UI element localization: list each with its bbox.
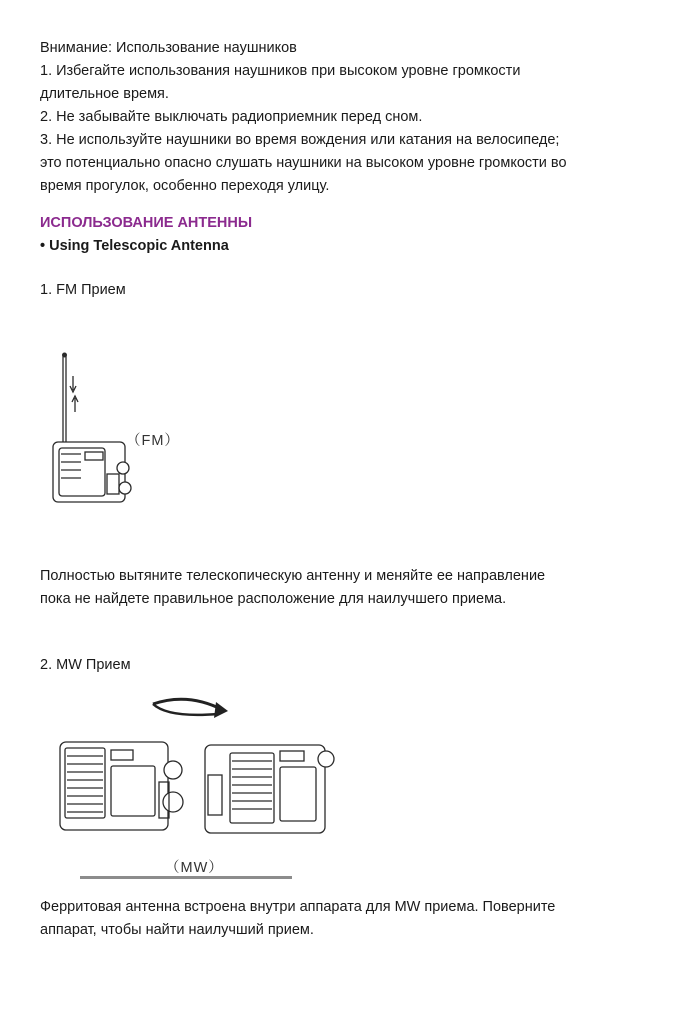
mw-rotation-arrow (148, 696, 234, 726)
fm-desc-line: пока не найдете правильное расположение для наилучшего приема. (40, 591, 507, 607)
mw-figure-label: （MW） (165, 860, 224, 876)
mw-radio-illustration-left (55, 732, 185, 837)
mw-description (40, 896, 555, 942)
mw-divider-rule (80, 876, 292, 879)
warning-item-3-cont: это потенциально опасно слушать наушники на высоком уровне громкости во (40, 155, 567, 171)
fm-title: 1. FM Прием (40, 282, 126, 298)
warning-title: Внимание: Использование наушников (40, 40, 297, 56)
mw-desc-line: Ферритовая антенна встроена внутри аппарата для MW приема. Поверните (40, 899, 556, 915)
section-heading: ИСПОЛЬЗОВАНИЕ АНТЕННЫ (40, 215, 253, 231)
warning-block (40, 37, 567, 198)
fm-desc-line: Полностью вытяните телескопическую антенну и меняйте ее направление (40, 568, 546, 584)
fm-figure-label: （FM） (126, 433, 180, 449)
mw-desc-line: аппарат, чтобы найти наилучший прием. (40, 922, 314, 938)
section-subheading: • Using Telescopic Antenna (40, 238, 229, 254)
warning-item-1-cont: длительное время. (40, 86, 169, 102)
fm-description (40, 565, 545, 611)
mw-radio-illustration-right (200, 735, 340, 835)
warning-item-3: 3. Не используйте наушники во время вождения или катания на велосипеде; (40, 132, 560, 148)
warning-item-1: 1. Избегайте использования наушников при высоком уровне громкости (40, 63, 521, 79)
mw-title: 2. MW Прием (40, 657, 131, 673)
warning-item-2: 2. Не забывайте выключать радиоприемник перед сном. (40, 109, 423, 125)
warning-item-3-end: время прогулок, особенно переходя улицу. (40, 178, 330, 194)
